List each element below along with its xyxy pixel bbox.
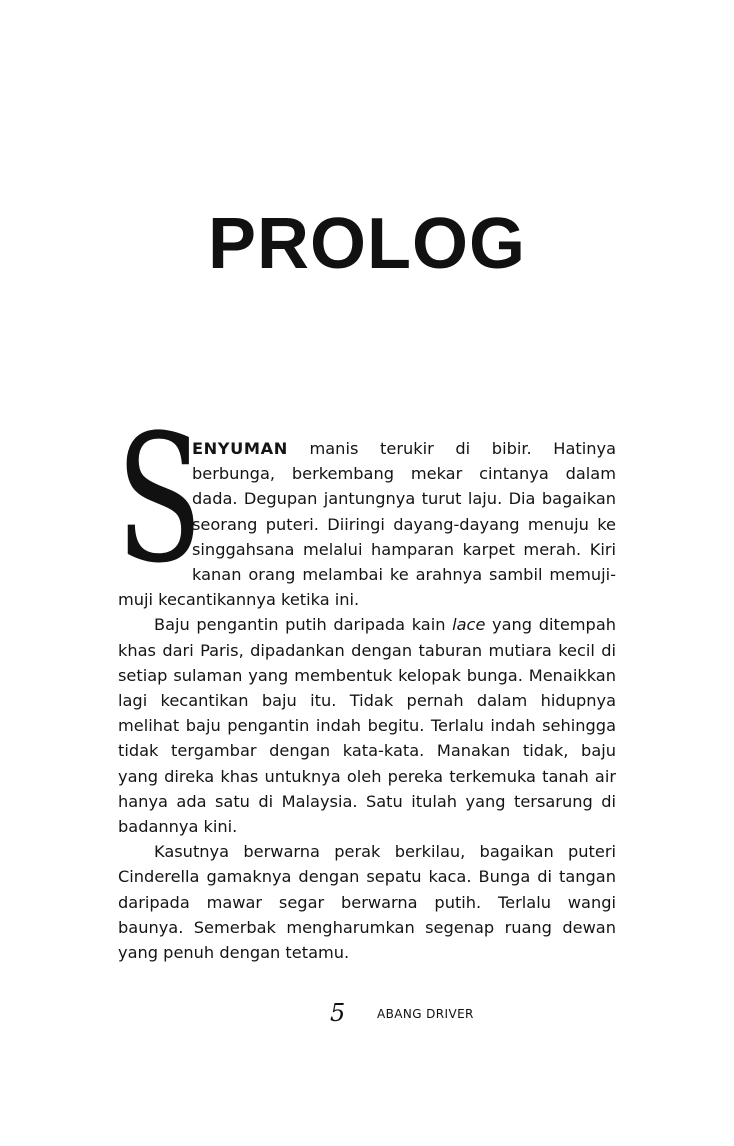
paragraph-2-text-after: yang ditempah khas dari Paris, dipadankan dengan taburan mutiara kecil di setiap sulaman yang membentuk kelopak bunga. Menaikkan lagi kecantikan baju itu. Tidak pernah dalam hidupnya melihat baju pengantin indah begitu. Terlalu indah sehingga tidak tergambar dengan kata-kata. Manakan tidak, baju yang direka khas untuknya oleh pereka terkemuka tanah air hanya ada satu di Malaysia. Satu itulah yang tersarung di badannya kini. (118, 615, 616, 837)
page-number: 5 (330, 999, 346, 1027)
page-footer (0, 1000, 734, 1030)
chapter-title: PROLOG (207, 204, 526, 285)
paragraph-3: Kasutnya berwarna perak berkilau, bagaikan puteri Cinderella gamaknya dengan sepatu kaca. Bunga di tangan daripada mawar segar berwarna putih. Terlalu wangi baunya. Semerbak mengharumkan segenap ruang dewan yang penuh dengan tetamu. (118, 842, 616, 963)
drop-cap: S (116, 397, 203, 602)
lead-in-word: ENYUMAN (192, 439, 288, 458)
paragraph-2-italic-word: lace (452, 615, 486, 635)
chapter-body (116, 397, 616, 965)
paragraph-2-text-before: Baju pengantin putih daripada kain (154, 615, 453, 635)
paragraph-1-text: manis terukir di bibir. Hatinya berbunga, berkembang mekar cintanya dalam dada. Degupan jantungnya turut laju. Dia bagaikan seorang puteri. Diiringi dayang-dayang menuju ke singgahsana melalui hamparan karpet merah. Kiri kanan orang melambai ke arahnya sambil memuji-muji kecantikannya ketika ini. (118, 439, 616, 610)
paragraph-2 (118, 612, 616, 839)
paragraph-1 (116, 397, 616, 612)
running-title: ABANG DRIVER (377, 1007, 474, 1021)
